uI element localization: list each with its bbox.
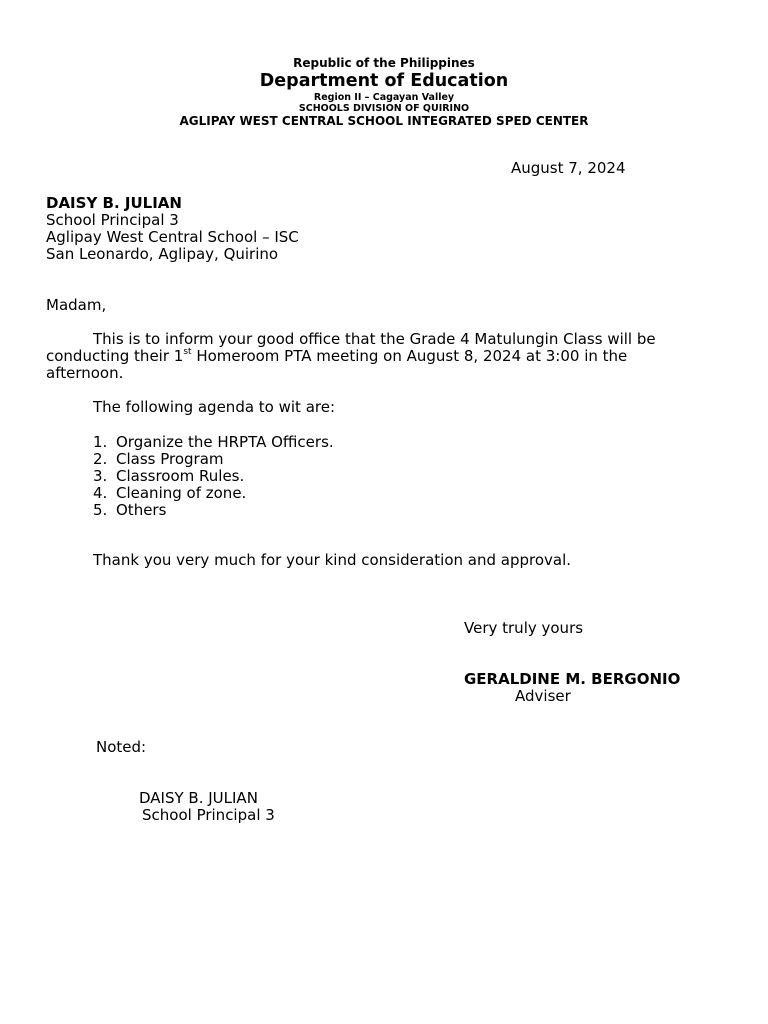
ordinal-suffix: st [183, 347, 192, 357]
agenda-text: Class Program [116, 450, 224, 468]
agenda-number: 5. [93, 501, 108, 519]
recipient-school: Aglipay West Central School – ISC [46, 228, 299, 246]
body-paragraph-1 [46, 331, 686, 382]
body-paragraph-1-part2: Homeroom PTA meeting on August 8, 2024 at 3:00 in the afternoon. [46, 347, 628, 382]
agenda-text: Organize the HRPTA Officers. [116, 433, 334, 451]
recipient-name: DAISY B. JULIAN [46, 194, 182, 212]
signer-title: Adviser [515, 687, 571, 705]
letterhead-region: Region II – Cagayan Valley [313, 92, 455, 103]
letterhead-republic: Republic of the Philippines [293, 56, 475, 70]
agenda-number: 4. [93, 484, 108, 502]
agenda-number: 1. [93, 433, 108, 451]
recipient-address: San Leonardo, Aglipay, Quirino [46, 245, 279, 263]
agenda-number: 3. [93, 467, 108, 485]
thanks-sentence: Thank you very much for your kind consideration and approval. [93, 551, 572, 569]
body-paragraph-1-part1: This is to inform your good office that the Grade 4 Matulungin Class will be conducting their 1 [46, 330, 656, 365]
letter-date: August 7, 2024 [511, 159, 626, 177]
signer-name: GERALDINE M. BERGONIO [464, 670, 681, 688]
letterhead-division: SCHOOLS DIVISION OF QUIRINO [298, 103, 470, 114]
noted-label: Noted: [96, 738, 147, 756]
agenda-text: Cleaning of zone. [116, 484, 247, 502]
noted-name: DAISY B. JULIAN [139, 789, 258, 807]
agenda-text: Others [116, 501, 167, 519]
agenda-item [93, 484, 246, 502]
agenda-item [93, 450, 224, 468]
agenda-intro: The following agenda to wit are: [93, 398, 336, 416]
recipient-title: School Principal 3 [46, 211, 179, 229]
agenda-text: Classroom Rules. [116, 467, 245, 485]
agenda-item [93, 433, 334, 451]
letterhead-school: AGLIPAY WEST CENTRAL SCHOOL INTEGRATED SPED CENTER [179, 114, 589, 128]
agenda-number: 2. [93, 450, 108, 468]
letterhead-department: Department of Education [259, 71, 509, 91]
agenda-item [93, 501, 166, 519]
salutation: Madam, [46, 296, 107, 314]
agenda-item [93, 467, 244, 485]
complimentary-close: Very truly yours [464, 619, 584, 637]
noted-title: School Principal 3 [142, 806, 275, 824]
